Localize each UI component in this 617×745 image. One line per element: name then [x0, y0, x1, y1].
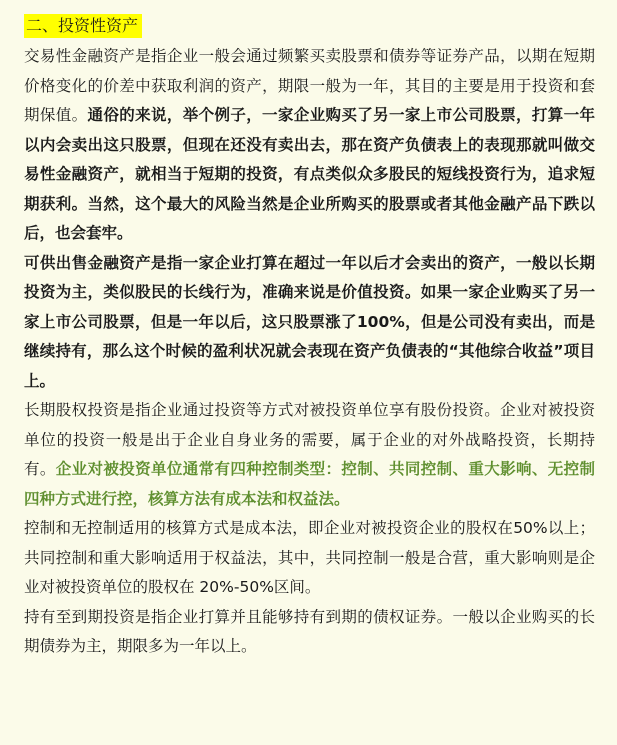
trading-intro: 交易性金融资产是指企业一般会通过频繁买卖股票和债券等证券产品，以期在短期价格变化的价差中获取利润的资产，期限一般为一年，其目的主要是用于投资和套期保值。 — [24, 47, 595, 124]
long-term-equity-intro: 长期股权投资是指企业通过投资等方式对被投资单位享有股份投资。企业对被投资单位的投资一般是出于企业自身业务的需要，属于企业的对外战略投资，长期持有。 — [24, 401, 595, 478]
paragraph-available-for-sale: 可供出售金融资产是指一家企业打算在超过一年以后才会卖出的资产，一般以长期投资为主，类似股民的长线行为，准确来说是价值投资。如果一家企业购买了另一家上市公司股票，但是一年以后，这只股票涨了100%，但是公司没有卖出，而是继续持有，那么这个时候的盈利状况就会表现在资产负债表的“其他综合收益”项目上。 — [24, 253, 595, 390]
trading-example: 通俗的来说，举个例子，一家企业购买了另一家上市公司股票，打算一年以内会卖出这只股票，但现在还没有卖出去，那在资产负债表上的表现那就叫做交易性金融资产，就相当于短期的投资，有点类似众多股民的短线投资行为，追求短期获利。当然，这个最大的风险当然是企业所购买的股票或者其他金融产品下跌以后，也会套牢。 — [24, 106, 595, 242]
paragraph-long-term-equity — [24, 396, 595, 514]
paragraph-accounting-methods: 控制和无控制适用的核算方式是成本法，即企业对被投资企业的股权在50%以上；共同控制和重大影响适用于权益法，其中，共同控制一般是合营，重大影响则是企业对被投资单位的股权在 20%-50%区间。 — [24, 519, 595, 596]
section-heading: 二、投资性资产 — [24, 14, 142, 38]
paragraph-trading-assets — [24, 42, 595, 249]
long-term-equity-highlight: 企业对被投资单位通常有四种控制类型：控制、共同控制、重大影响、无控制四种方式进行控，核算方法有成本法和权益法。 — [24, 460, 595, 508]
paragraph-held-to-maturity: 持有至到期投资是指企业打算并且能够持有到期的债权证券。一般以企业购买的长期债券为主，期限多为一年以上。 — [24, 607, 595, 655]
